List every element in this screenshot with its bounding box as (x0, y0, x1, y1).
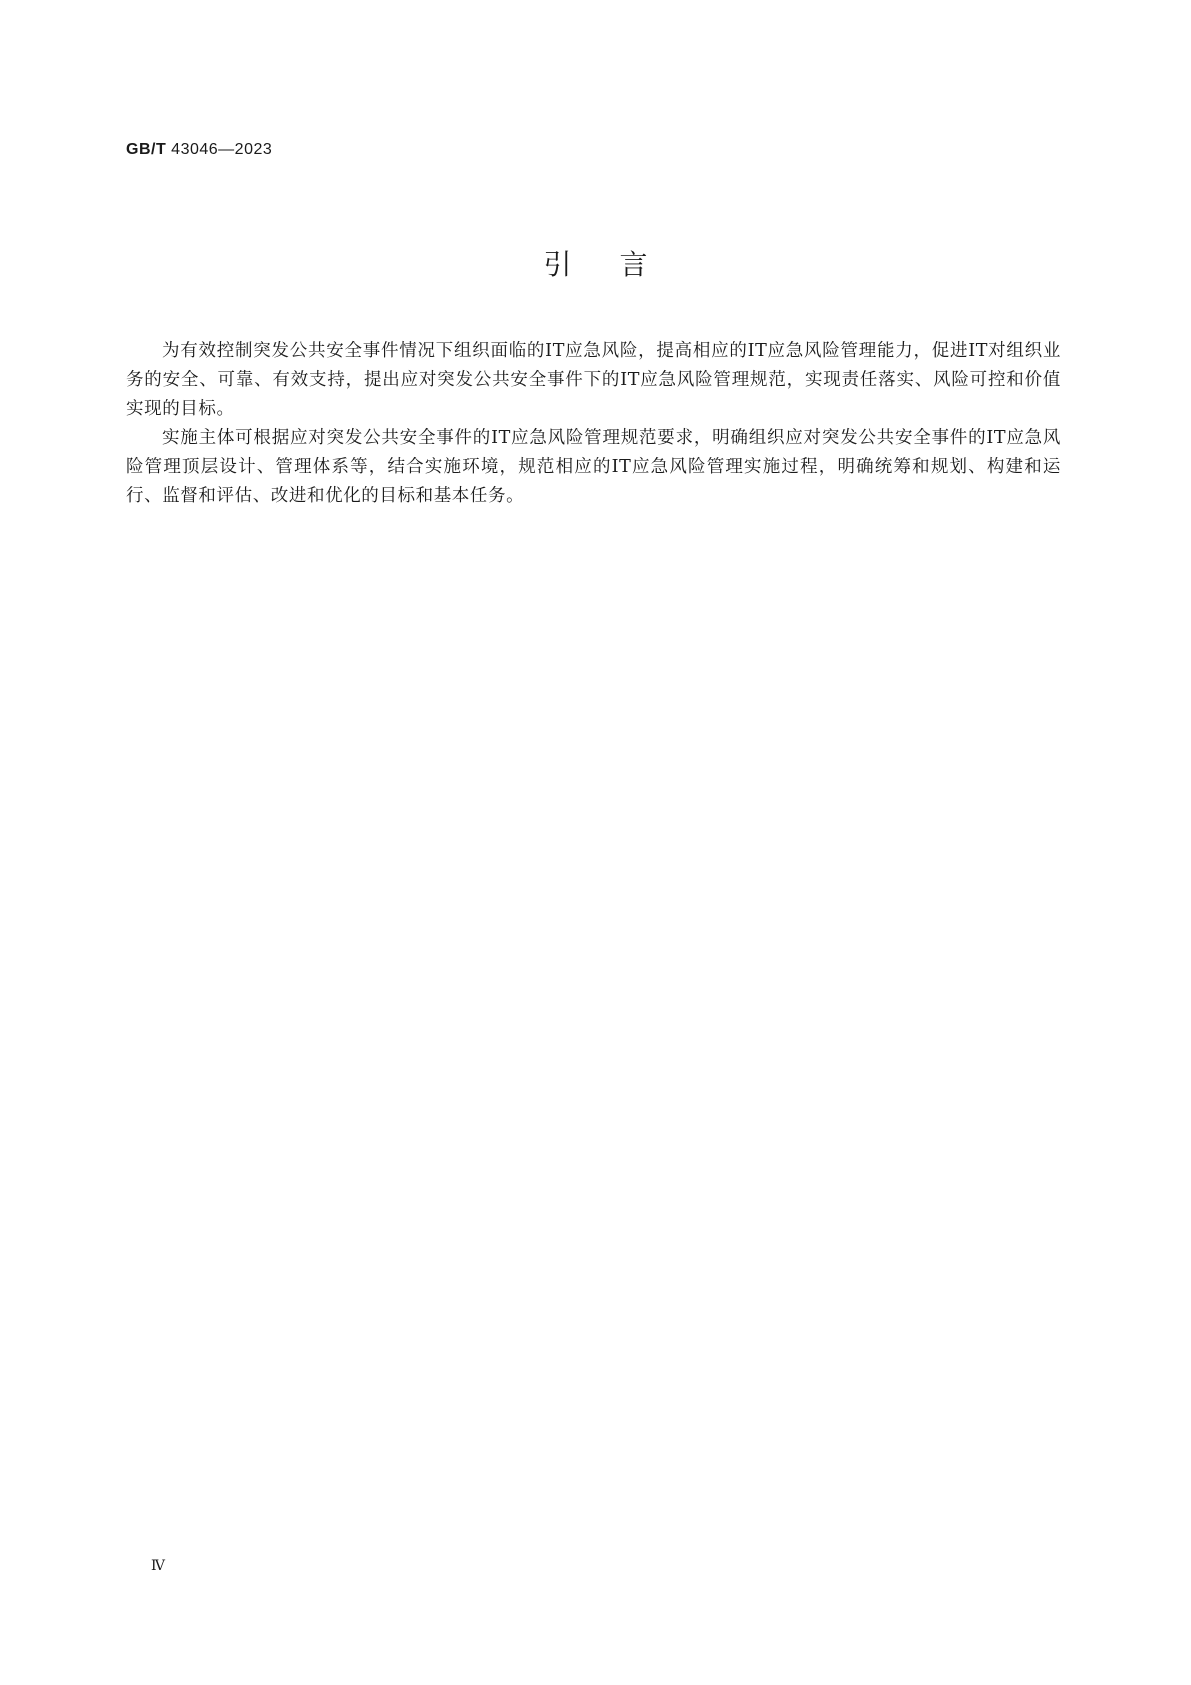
paragraph-2: 实施主体可根据应对突发公共安全事件的IT应急风险管理规范要求，明确组织应对突发公共安全事件的IT应急风险管理顶层设计、管理体系等，结合实施环境，规范相应的IT应急风险管理实施过程，明确统筹和规划、构建和运行、监督和评估、改进和优化的目标和基本任务。 (126, 428, 1061, 506)
standard-number: 43046—2023 (171, 141, 273, 158)
section-title: 引言 (543, 248, 696, 281)
paragraph-1: 为有效控制突发公共安全事件情况下组织面临的IT应急风险，提高相应的IT应急风险管理能力，促进IT对组织业务的安全、可靠、有效支持，提出应对突发公共安全事件下的IT应急风险管理规范，实现责任落实、风险可控和价值实现的目标。 (126, 341, 1061, 419)
page-number: Ⅳ (151, 1558, 165, 1574)
standard-prefix: GB/T (126, 141, 167, 158)
standard-code (126, 141, 272, 159)
body-text (126, 337, 1061, 511)
